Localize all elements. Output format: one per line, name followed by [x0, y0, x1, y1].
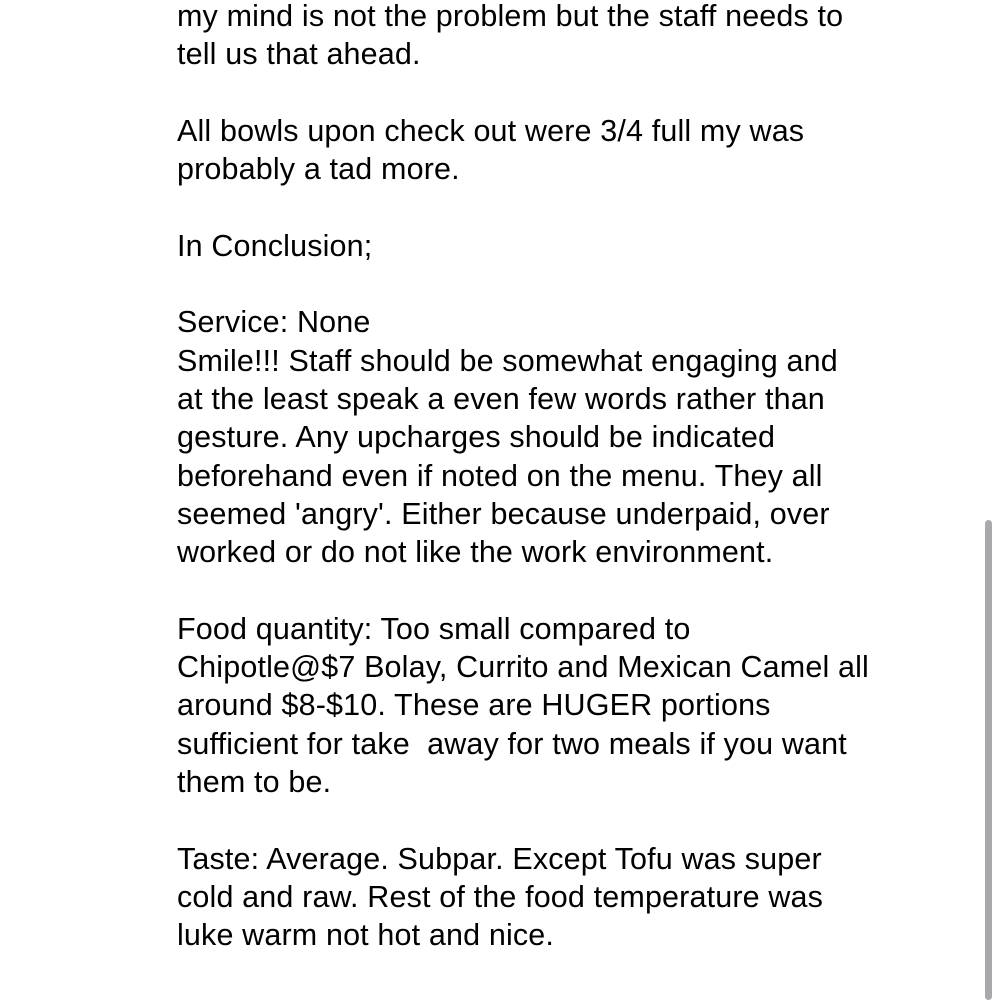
- note-line: Smile!!! Staff should be somewhat engaging and: [177, 343, 838, 378]
- note-text-area[interactable]: [177, 0, 967, 954]
- blank-line: [177, 188, 967, 226]
- note-line: sufficient for take away for two meals if you want: [177, 726, 847, 761]
- note-line: seemed 'angry'. Either because underpaid, over: [177, 496, 830, 531]
- blank-line: [177, 801, 967, 839]
- note-line: In Conclusion;: [177, 228, 373, 263]
- blank-line: [177, 265, 967, 303]
- note-line: Service: None: [177, 305, 371, 340]
- blank-line: [177, 74, 967, 112]
- note-line: worked or do not like the work environment.: [177, 535, 774, 570]
- note-line: Chipotle@$7 Bolay, Currito and Mexican Camel all: [177, 650, 869, 685]
- note-line: tell us that ahead.: [177, 37, 421, 72]
- note-line: gesture. Any upcharges should be indicated: [177, 420, 776, 455]
- scrollbar-thumb[interactable]: [985, 520, 992, 1000]
- note-line: All bowls upon check out were 3/4 full my was: [177, 113, 805, 148]
- note-line: beforehand even if noted on the menu. They all: [177, 458, 823, 493]
- note-line: cold and raw. Rest of the food temperature was: [177, 879, 824, 914]
- note-line: at the least speak a even few words rather than: [177, 381, 825, 416]
- note-line: them to be.: [177, 764, 332, 799]
- note-line: Taste: Average. Subpar. Except Tofu was super: [177, 841, 822, 876]
- note-line: around $8-$10. These are HUGER portions: [177, 688, 771, 723]
- note-line: luke warm not hot and nice.: [177, 918, 555, 953]
- note-line: probably a tad more.: [177, 152, 460, 187]
- blank-line: [177, 571, 967, 609]
- note-line: Food quantity: Too small compared to: [177, 611, 691, 646]
- note-line: my mind is not the problem but the staff needs to: [177, 0, 844, 33]
